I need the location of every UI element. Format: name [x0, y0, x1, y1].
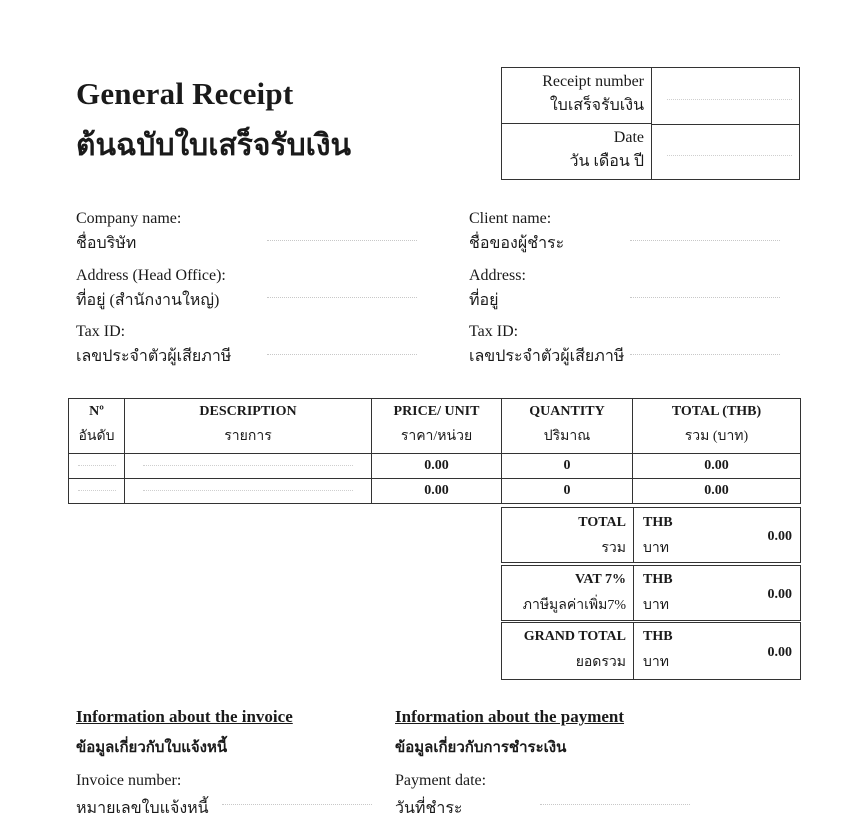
total-value: 0.00 — [767, 529, 792, 544]
grand-total-divider — [633, 623, 634, 679]
receipt-number-label-en: Receipt number — [542, 73, 644, 90]
company-address-label-en: Address (Head Office): — [76, 267, 226, 284]
receipt-box-divider — [652, 124, 799, 125]
header-total-th: รวม (บาท) — [684, 429, 749, 444]
grand-total-label-en: GRAND TOTAL — [523, 629, 626, 644]
grand-total-label-th: ยอดรวม — [575, 655, 626, 670]
header-quantity-en: QUANTITY — [529, 404, 605, 419]
client-tax-label-en: Tax ID: — [469, 323, 519, 340]
row-description-cell[interactable] — [125, 479, 372, 504]
client-name-label-en: Client name: — [469, 210, 552, 227]
row-number-cell[interactable] — [69, 454, 125, 479]
invoice-number-field[interactable] — [222, 804, 372, 805]
table-row — [69, 479, 801, 504]
row-total-cell: 0.00 — [633, 479, 801, 504]
vat-currency-th: บาท — [643, 598, 669, 613]
total-label — [502, 510, 633, 562]
header-description — [125, 399, 372, 454]
vat-value: 0.00 — [767, 587, 792, 602]
grand-total-currency-th: บาท — [643, 655, 669, 670]
row-quantity-cell[interactable]: 0 — [502, 479, 633, 504]
invoice-info-heading: Information about the invoice — [76, 707, 293, 726]
grand-total-value: 0.00 — [767, 645, 792, 660]
date-label — [502, 124, 652, 179]
grand-total-box — [501, 622, 801, 680]
vat-label-th: ภาษีมูลค่าเพิ่ม7% — [522, 598, 626, 613]
client-address-label — [469, 263, 526, 313]
receipt-number-label — [502, 68, 652, 124]
vat-currency — [643, 567, 673, 619]
client-name-label — [469, 206, 564, 256]
client-tax-label-th: เลขประจำตัวผู้เสียภาษี — [469, 348, 625, 365]
row-number-cell[interactable] — [69, 479, 125, 504]
company-tax-label — [76, 319, 231, 369]
company-name-label-en: Company name: — [76, 210, 182, 227]
company-tax-label-th: เลขประจำตัวผู้เสียภาษี — [76, 348, 232, 365]
company-name-field[interactable] — [267, 240, 417, 241]
payment-info-heading: Information about the payment — [395, 707, 625, 726]
table-header-row — [69, 399, 801, 454]
company-tax-label-en: Tax ID: — [76, 323, 126, 340]
total-box — [501, 507, 801, 563]
header-price-th: ราคา/หน่วย — [400, 429, 473, 444]
row-price-cell[interactable]: 0.00 — [372, 454, 502, 479]
invoice-info-heading-th: ข้อมูลเกี่ยวกับใบแจ้งหนี้ — [76, 740, 228, 756]
client-address-label-en: Address: — [469, 267, 526, 284]
title-english: General Receipt — [76, 76, 294, 111]
header-total-en: TOTAL (THB) — [671, 404, 762, 419]
row-quantity-cell[interactable]: 0 — [502, 454, 633, 479]
grand-total-currency-en: THB — [643, 629, 673, 644]
header-total — [633, 399, 801, 454]
date-field[interactable] — [667, 155, 792, 156]
payment-date-field[interactable] — [540, 804, 690, 805]
vat-box — [501, 565, 801, 621]
header-quantity-th: ปริมาณ — [543, 429, 591, 444]
client-name-label-th: ชื่อของผู้ชำระ — [469, 235, 565, 252]
company-address-field[interactable] — [267, 297, 417, 298]
header-quantity — [502, 399, 633, 454]
grand-total-currency — [643, 624, 673, 676]
company-address-label-th: ที่อยู่ (สำนักงานใหญ่) — [76, 292, 220, 309]
receipt-number-label-th: ใบเสร็จรับเงิน — [549, 97, 644, 114]
grand-total-label — [502, 624, 633, 676]
items-table — [68, 398, 801, 504]
total-label-th: รวม — [601, 541, 626, 556]
title-thai: ต้นฉบับใบเสร็จรับเงิน — [76, 129, 352, 162]
date-label-th: วัน เดือน ปี — [569, 153, 644, 170]
payment-date-label-th: วันที่ชำระ — [395, 800, 463, 817]
invoice-number-label-th: หมายเลขใบแจ้งหนี้ — [76, 800, 209, 817]
vat-currency-en: THB — [643, 572, 673, 587]
header-price — [372, 399, 502, 454]
client-name-field[interactable] — [630, 240, 780, 241]
client-address-field[interactable] — [630, 297, 780, 298]
total-currency — [643, 510, 673, 562]
total-currency-en: THB — [643, 515, 673, 530]
vat-label — [502, 567, 633, 619]
receipt-number-field[interactable] — [667, 99, 792, 100]
payment-info-heading-th: ข้อมูลเกี่ยวกับการชำระเงิน — [395, 740, 567, 756]
header-number — [69, 399, 125, 454]
total-currency-th: บาท — [643, 541, 669, 556]
table-row — [69, 454, 801, 479]
row-price-cell[interactable]: 0.00 — [372, 479, 502, 504]
header-number-th: อันดับ — [78, 429, 115, 444]
total-label-en: TOTAL — [578, 515, 626, 530]
date-label-en: Date — [613, 129, 644, 146]
header-description-th: รายการ — [224, 429, 272, 444]
header-number-en: Nº — [89, 404, 104, 419]
row-total-cell: 0.00 — [633, 454, 801, 479]
client-tax-label — [469, 319, 624, 369]
client-tax-field[interactable] — [630, 354, 780, 355]
invoice-number-label: Invoice number: — [76, 772, 182, 789]
company-name-label-th: ชื่อบริษัท — [76, 235, 137, 252]
company-address-label — [76, 263, 226, 313]
row-description-cell[interactable] — [125, 454, 372, 479]
header-price-en: PRICE/ UNIT — [393, 404, 480, 419]
header-description-en: DESCRIPTION — [199, 404, 297, 419]
vat-divider — [633, 566, 634, 620]
receipt-info-box — [501, 67, 800, 180]
company-tax-field[interactable] — [267, 354, 417, 355]
vat-label-en: VAT 7% — [575, 572, 626, 587]
payment-date-label: Payment date: — [395, 772, 487, 789]
company-name-label — [76, 206, 181, 256]
total-divider — [633, 508, 634, 562]
client-address-label-th: ที่อยู่ — [469, 292, 499, 309]
